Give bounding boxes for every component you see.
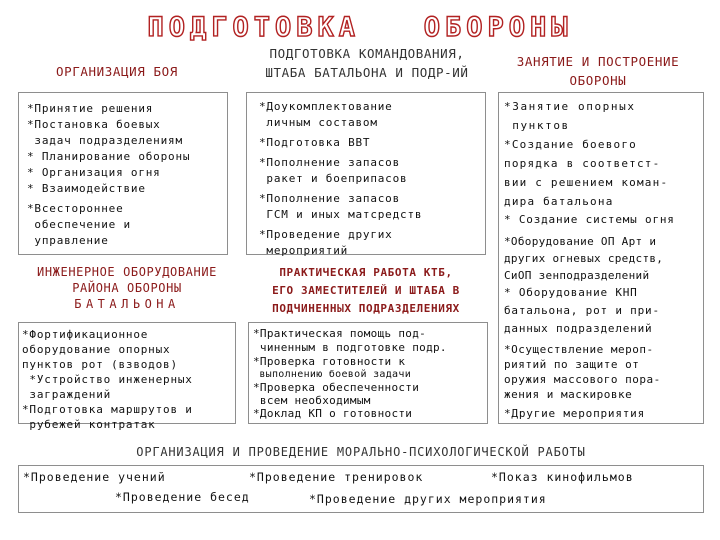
list-item [22,372,233,402]
list-item-line: оборудование опорных [22,343,171,356]
list-item-line: риятий по защите от [504,358,640,371]
list-item-line: рубежей контратак [22,418,156,431]
list-item-line: ракет и боеприпасов [259,172,408,185]
list-item-line: пунктов [504,119,570,132]
morale-item-exercises: *Проведение учений [23,470,166,484]
list-item [253,381,485,407]
heading-morale-work [18,443,704,462]
list-item-line: *Проведение других [259,228,393,241]
list-item-line: мероприятий [259,244,349,257]
list-item-line: порядка в соответст- [504,157,661,170]
heading-line: ИНЖЕНЕРНОЕ ОБОРУДОВАНИЕ [37,265,217,279]
list-item-line: всем необходимым [253,394,371,407]
list-item-line: личным составом [259,116,378,129]
list-item [504,342,701,402]
heading-practical-work [246,264,486,318]
heading-line: ОРГАНИЗАЦИЯ И ПРОВЕДЕНИЕ МОРАЛЬНО-ПСИХОЛОГИЧЕСКОЙ РАБОТЫ [136,445,586,459]
list-item-line: *Создание боевого [504,138,637,151]
list-item-line: *Практическая помощь под- [253,327,427,340]
list-item: *Подготовка ВВТ [259,136,371,149]
list-item-line: *Подготовка маршрутов и [22,403,193,416]
heading-line: ОБОРОНЫ [569,73,627,88]
list-item: *Принятие решения [27,102,154,115]
list-item-line: *Проверка обеспеченности [253,381,420,394]
list-item [259,227,481,259]
list-item-line: *Осуществление мероп- [504,343,654,356]
list-item [22,327,233,372]
heading-line: ПОДЧИНЕННЫХ ПОДРАЗДЕЛЕНИЯХ [272,302,460,315]
list-item [259,191,481,223]
list-item-line: *Доукомплектование [259,100,393,113]
list-item: * Создание системы огня [504,213,675,226]
list-item-line: обеспечение и [27,218,131,231]
heading-line: РАЙОНА ОБОРОНЫ [72,281,182,295]
list-item [504,135,701,211]
list-item-line: жения и маскировке [504,388,633,401]
list-item [27,201,221,249]
heading-organization-boya [22,62,212,81]
list-item-line: * Оборудование КНП [504,286,638,299]
list-item-line: оружия массового пора- [504,373,661,386]
list-item-line: *Занятие опорных [504,100,636,113]
list-item-line: батальона, рот и при- [504,304,660,317]
list-item-line: ГСМ и иных матсредств [259,208,423,221]
list-item-line: управление [27,234,109,247]
list-item-line: вии с решением коман- [504,176,669,189]
list-item: *Доклад КП о готовности [253,407,413,420]
heading-command-training [242,44,492,82]
list-item-line: *Пополнение запасов [259,156,401,169]
list-item-line: данных подразделений [504,322,653,335]
list-organization-boya [27,101,221,249]
list-item-line: чиненным в подготовке подр. [253,341,447,354]
list-item [504,233,701,284]
list-item: * Планирование обороны [27,150,191,163]
list-item [27,117,221,149]
list-command-training [259,99,481,259]
heading-engineering [18,264,236,312]
list-item-line: *Фортификационное [22,328,149,341]
morale-item-other: *Проведение других мероприятия [309,492,547,506]
box-practical-work [248,322,488,424]
list-item [253,355,485,381]
box-organization-boya [18,92,228,255]
list-item-line: заграждений [22,388,112,401]
morale-item-talks: *Проведение бесед [115,490,250,504]
main-title: ПОДГОТОВКА ОБОРОНЫ [147,12,573,43]
heading-line: ПРАКТИЧЕСКАЯ РАБОТА КТБ, [279,266,453,279]
list-item-line: *Пополнение запасов [259,192,401,205]
list-item [259,99,481,131]
list-practical-work [253,327,485,421]
list-item [22,402,233,432]
list-item [253,327,485,355]
heading-occupation-defense [498,52,698,90]
box-occupation-defense [498,92,704,424]
heading-line: ЕГО ЗАМЕСТИТЕЛЕЙ И ШТАБА В [272,284,460,297]
list-item-line: *Проверка готовности к [253,355,406,368]
list-item: * Взаимодействие [27,182,146,195]
list-item-line: выполнению боевой задачи [253,369,412,380]
list-engineering [22,327,233,432]
list-item [259,155,481,187]
morale-item-films: *Показ кинофильмов [491,470,634,484]
list-item [504,284,701,338]
list-item: * Организация огня [27,166,161,179]
list-item: *Другие мероприятия [504,407,646,420]
list-item-line: *Оборудование ОП Арт и [504,235,657,248]
heading-line: БАТАЛЬОНА [74,297,180,311]
list-item-line: *Устройство инженерных [22,373,193,386]
heading-line: ОРГАНИЗАЦИЯ БОЯ [56,64,178,79]
list-occupation-defense [504,97,701,422]
list-item-line: *Постановка боевых [27,118,161,131]
heading-line: ПОДГОТОВКА КОМАНДОВАНИЯ, [269,46,465,61]
list-item-line: задач подразделениям [27,134,183,147]
box-command-training [246,92,486,255]
morale-item-trainings: *Проведение тренировок [249,470,424,484]
list-item-line: дира батальона [504,195,614,208]
list-item-line: пунктов рот (взводов) [22,358,178,371]
list-item [504,97,701,135]
list-item-line: СиОП зенподразделений [504,269,650,282]
box-morale-work [18,465,704,513]
list-item-line: других огневых средств, [504,252,664,265]
box-engineering [18,322,236,431]
heading-line: ЗАНЯТИЕ И ПОСТРОЕНИЕ [516,54,680,69]
heading-line: ШТАБА БАТАЛЬОНА И ПОДР-ИЙ [265,65,469,80]
list-item-line: *Всестороннее [27,202,124,215]
